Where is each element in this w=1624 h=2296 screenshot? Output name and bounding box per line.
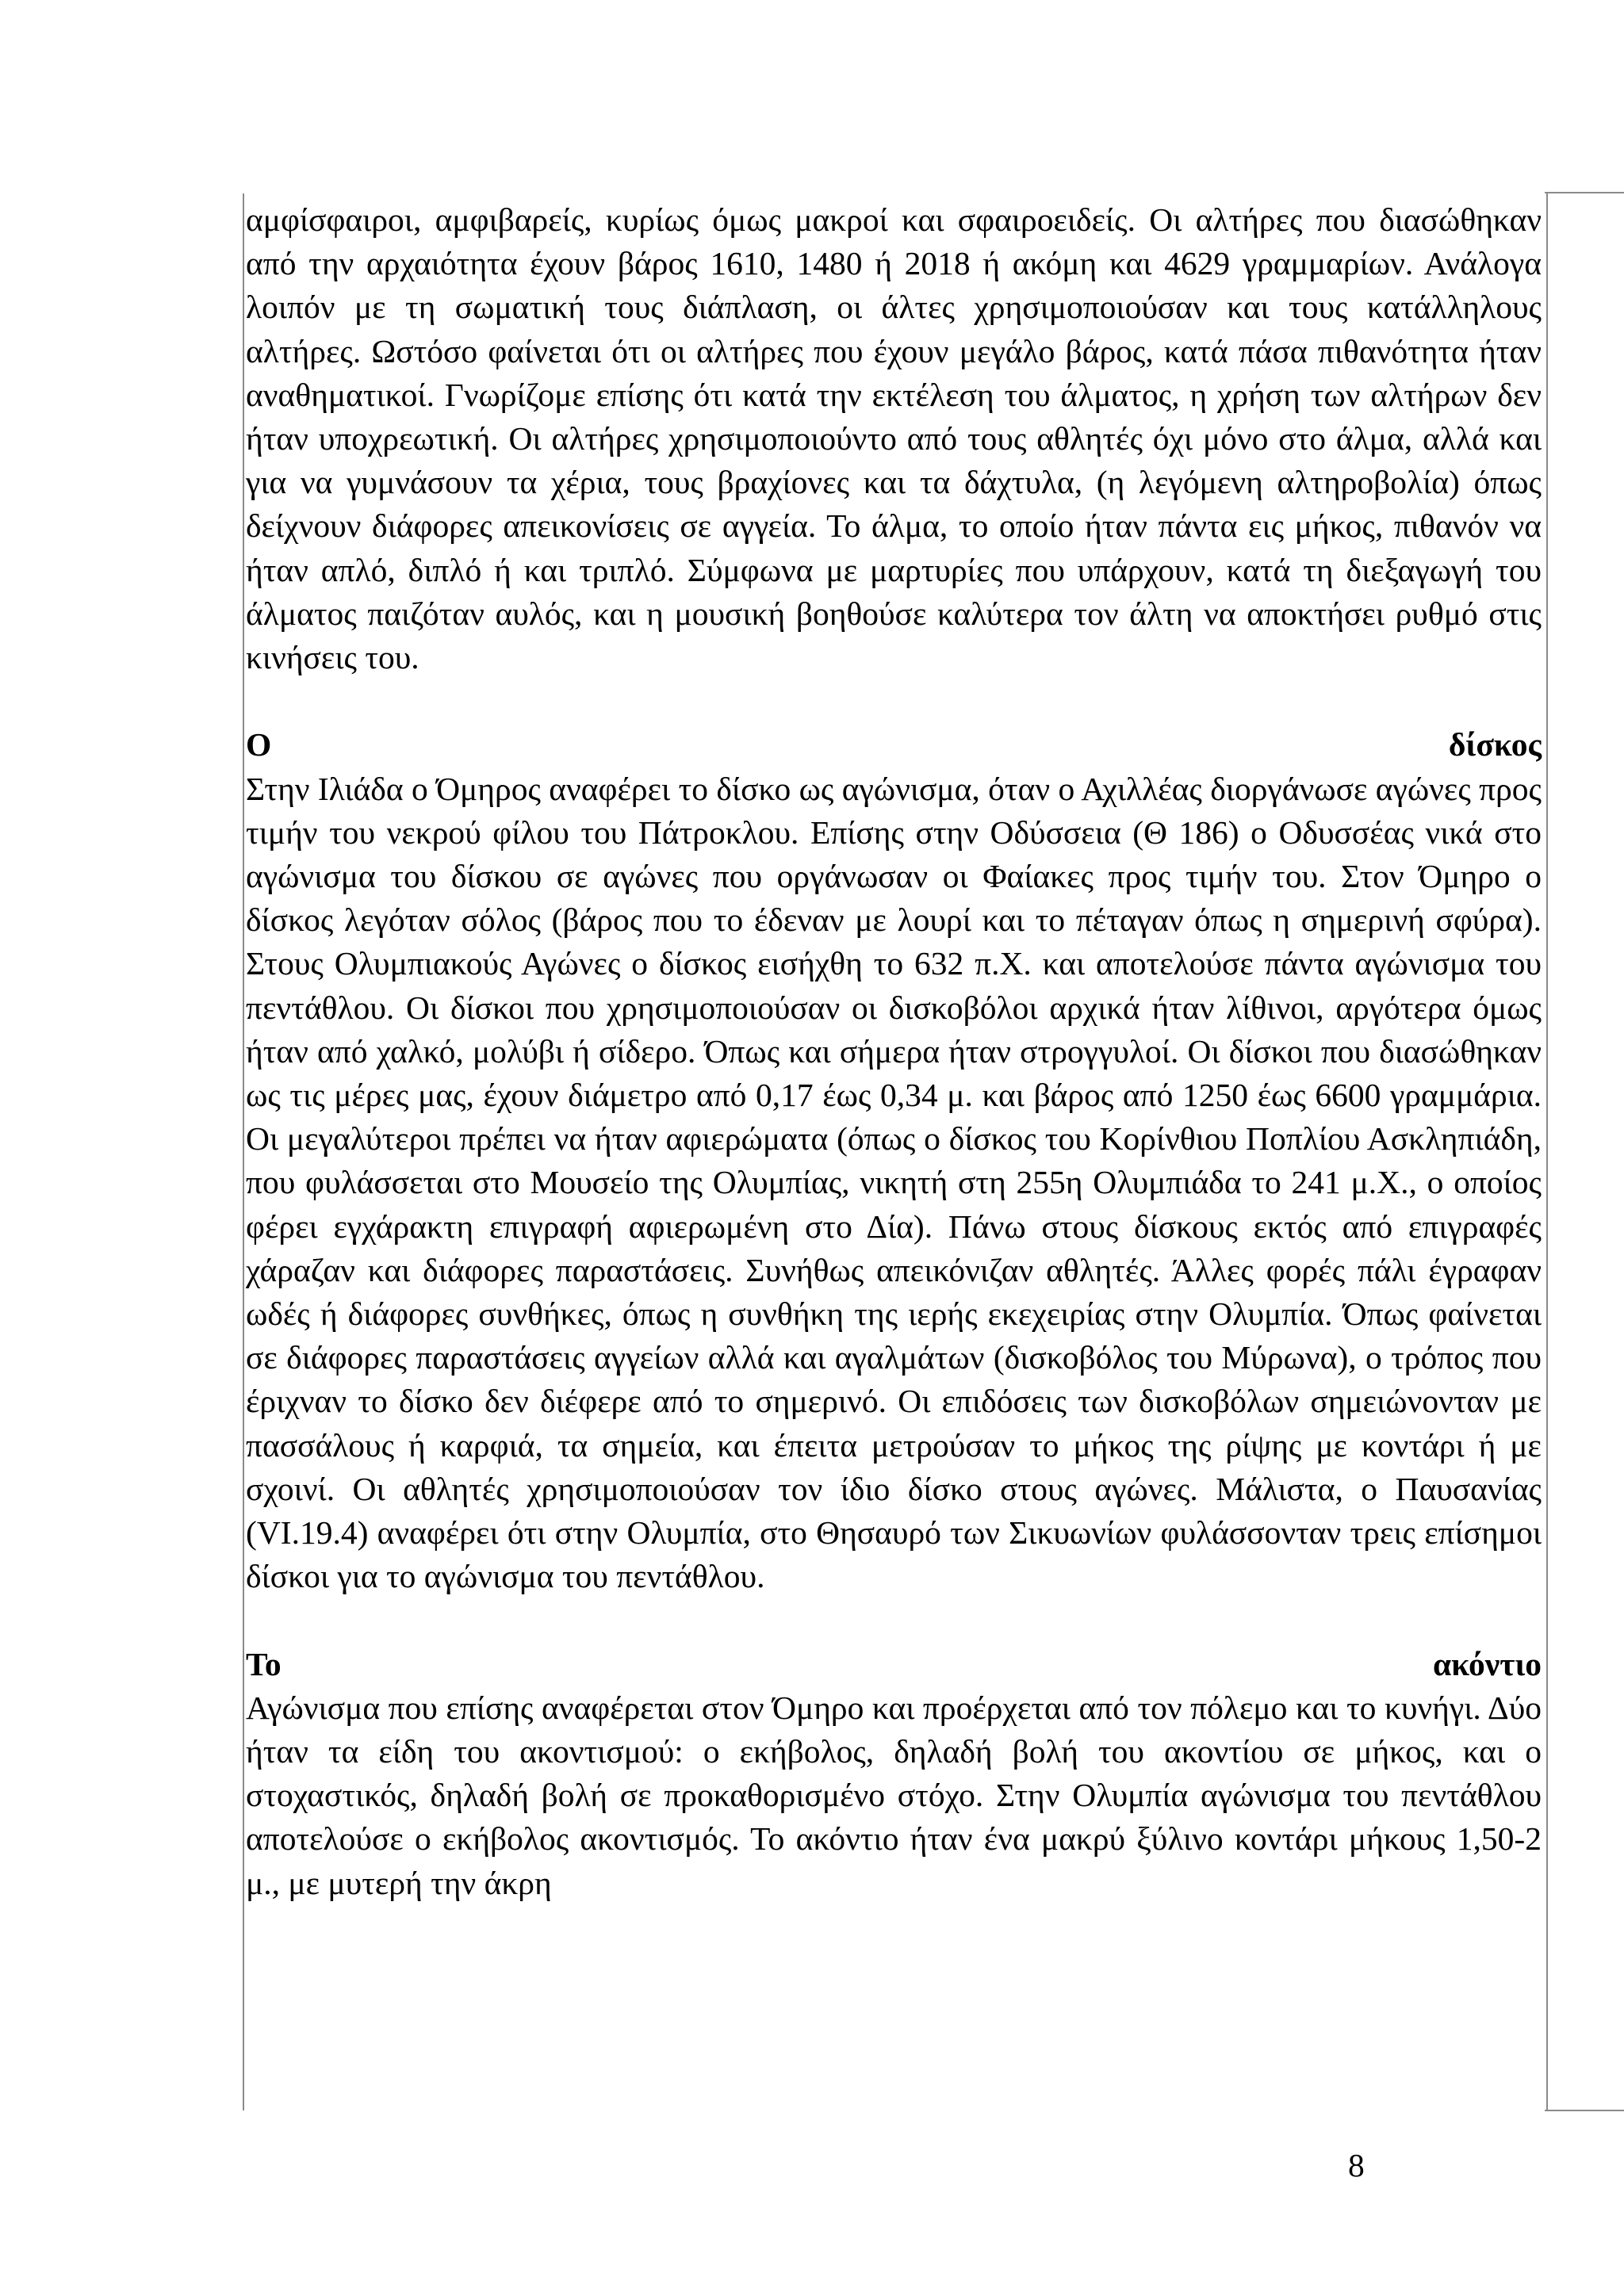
table-top-rule [1545, 192, 1624, 193]
table-bottom-rule [1545, 2110, 1624, 2111]
heading-word: Το [246, 1645, 282, 1682]
heading-word: Ο [246, 726, 272, 763]
page-number: 8 [1348, 2147, 1365, 2183]
paragraph-gap [246, 1598, 1542, 1642]
heading-word: δίσκος [1448, 726, 1542, 763]
page-content [246, 198, 1542, 2110]
intro-paragraph: αμφίσφαιροι, αμφιβαρείς, κυρίως όμως μακροί και σφαιροειδείς. Οι αλτήρες που διασώθηκαν από την αρχαιότητα έχουν βάρος 1610, 1480 ή 2018 ή ακόμη και 4629 γραμμαρίων. Ανάλογα λοιπόν με τη σωματική τους διάπλαση, οι άλτες χρησιμοποιούσαν και τους κατάλληλους αλτήρες. Ωστόσο φαίνεται ότι οι αλτήρες που έχουν μεγάλο βάρος, κατά πάσα πιθανότητα ήταν αναθηματικοί. Γνωρίζομε επίσης ότι κατά την εκτέλεση του άλματος, η χρήση των αλτήρων δεν ήταν υποχρεωτική. Οι αλτήρες χρησιμοποιούντο από τους αθλητές όχι μόνο στο άλμα, αλλά και για να γυμνάσουν τα χέρια, τους βραχίονες και τα δάχτυλα, (η λεγόμενη αλτηροβολία) όπως δείχνουν διάφορες απεικονίσεις σε αγγεία. Το άλμα, το οποίο ήταν πάντα εις μήκος, πιθανόν να ήταν απλό, διπλό ή και τριπλό. Σύμφωνα με μαρτυρίες που υπάρχουν, κατά τη διεξαγωγή του άλματος παιζόταν αυλός, και η μουσική βοηθούσε καλύτερα τον άλτη να αποκτήσει ρυθμό στις κινήσεις του. [246, 201, 1542, 676]
discus-paragraph: Στην Ιλιάδα ο Όμηρος αναφέρει το δίσκο ως αγώνισμα, όταν ο Αχιλλέας διοργάνωσε αγώνες προς τιμήν του νεκρού φίλου του Πάτροκλου. Επίσης στην Οδύσσεια (Θ 186) ο Οδυσσέας νικά στο αγώνισμα του δίσκου σε αγώνες που οργάνωσαν οι Φαίακες προς τιμήν του. Στον Όμηρο ο δίσκος λεγόταν σόλος (βάρος που το έδεναν με λουρί και το πέταγαν όπως η σημερινή σφύρα). Στους Ολυμπιακούς Αγώνες ο δίσκος εισήχθη το 632 π.Χ. και αποτελούσε πάντα αγώνισμα του πεντάθλου. Οι δίσκοι που χρησιμοποιούσαν οι δισκοβόλοι αρχικά ήταν λίθινοι, αργότερα όμως ήταν από χαλκό, μολύβι ή σίδερο. Όπως και σήμερα ήταν στρογγυλοί. Οι δίσκοι που διασώθηκαν ως τις μέρες μας, έχουν διάμετρο από 0,17 έως 0,34 μ. και βάρος από 1250 έως 6600 γραμμάρια. Οι μεγαλύτεροι πρέπει να ήταν αφιερώματα (όπως ο δίσκος του Κορίνθιου Ποπλίου Ασκληπιάδη, που φυλάσσεται στο Μουσείο της Ολυμπίας, νικητή στη 255η Ολυμπιάδα το 241 μ.Χ., ο οποίος φέρει εγχάρακτη επιγραφή αφιερωμένη στο Δία). Πάνω στους δίσκους εκτός από επιγραφές χάραζαν και διάφορες παραστάσεις. Συνήθως απεικόνιζαν αθλητές. Άλλες φορές πάλι έγραφαν ωδές ή διάφορες συνθήκες, όπως η συνθήκη της ιερής εκεχειρίας στην Ολυμπία. Όπως φαίνεται σε διάφορες παραστάσεις αγγείων αλλά και αγαλμάτων (δισκοβόλος του Μύρωνα), ο τρόπος που έριχναν το δίσκο δεν διέφερε από το σημερινό. Οι επιδόσεις των δισκοβόλων σημειώνονταν με πασσάλους ή καρφιά, τα σημεία, και έπειτα μετρούσαν το μήκος της ρίψης με κοντάρι ή με σχοινί. Οι αθλητές χρησιμοποιούσαν τον ίδιο δίσκο στους αγώνες. Μάλιστα, ο Παυσανίας (VI.19.4) αναφέρει ότι στην Ολυμπία, στο Θησαυρό των Σικυωνίων φυλάσσονταν τρεις επίσημοι δίσκοι για το αγώνισμα του πεντάθλου. [246, 770, 1542, 1595]
heading-word: ακόντιο [1432, 1645, 1542, 1682]
section-heading-javelin [246, 1643, 1542, 1686]
javelin-paragraph: Αγώνισμα που επίσης αναφέρεται στον Όμηρο και προέρχεται από τον πόλεμο και το κυνήγι. Δύο ήταν τα είδη του ακοντισμού: ο εκήβολος, δηλαδή βολή του ακοντίου σε μήκος, και ο στοχαστικός, δηλαδή βολή σε προκαθορισμένο στόχο. Στην Ολυμπία αγώνισμα του πεντάθλου αποτελούσε ο εκήβολος ακοντισμός. Το ακόντιο ήταν ένα μακρύ ξύλινο κοντάρι μήκους 1,50-2 μ., με μυτερή την άκρη [246, 1689, 1542, 1901]
section-heading-discus [246, 723, 1542, 767]
paragraph-gap [246, 679, 1542, 723]
